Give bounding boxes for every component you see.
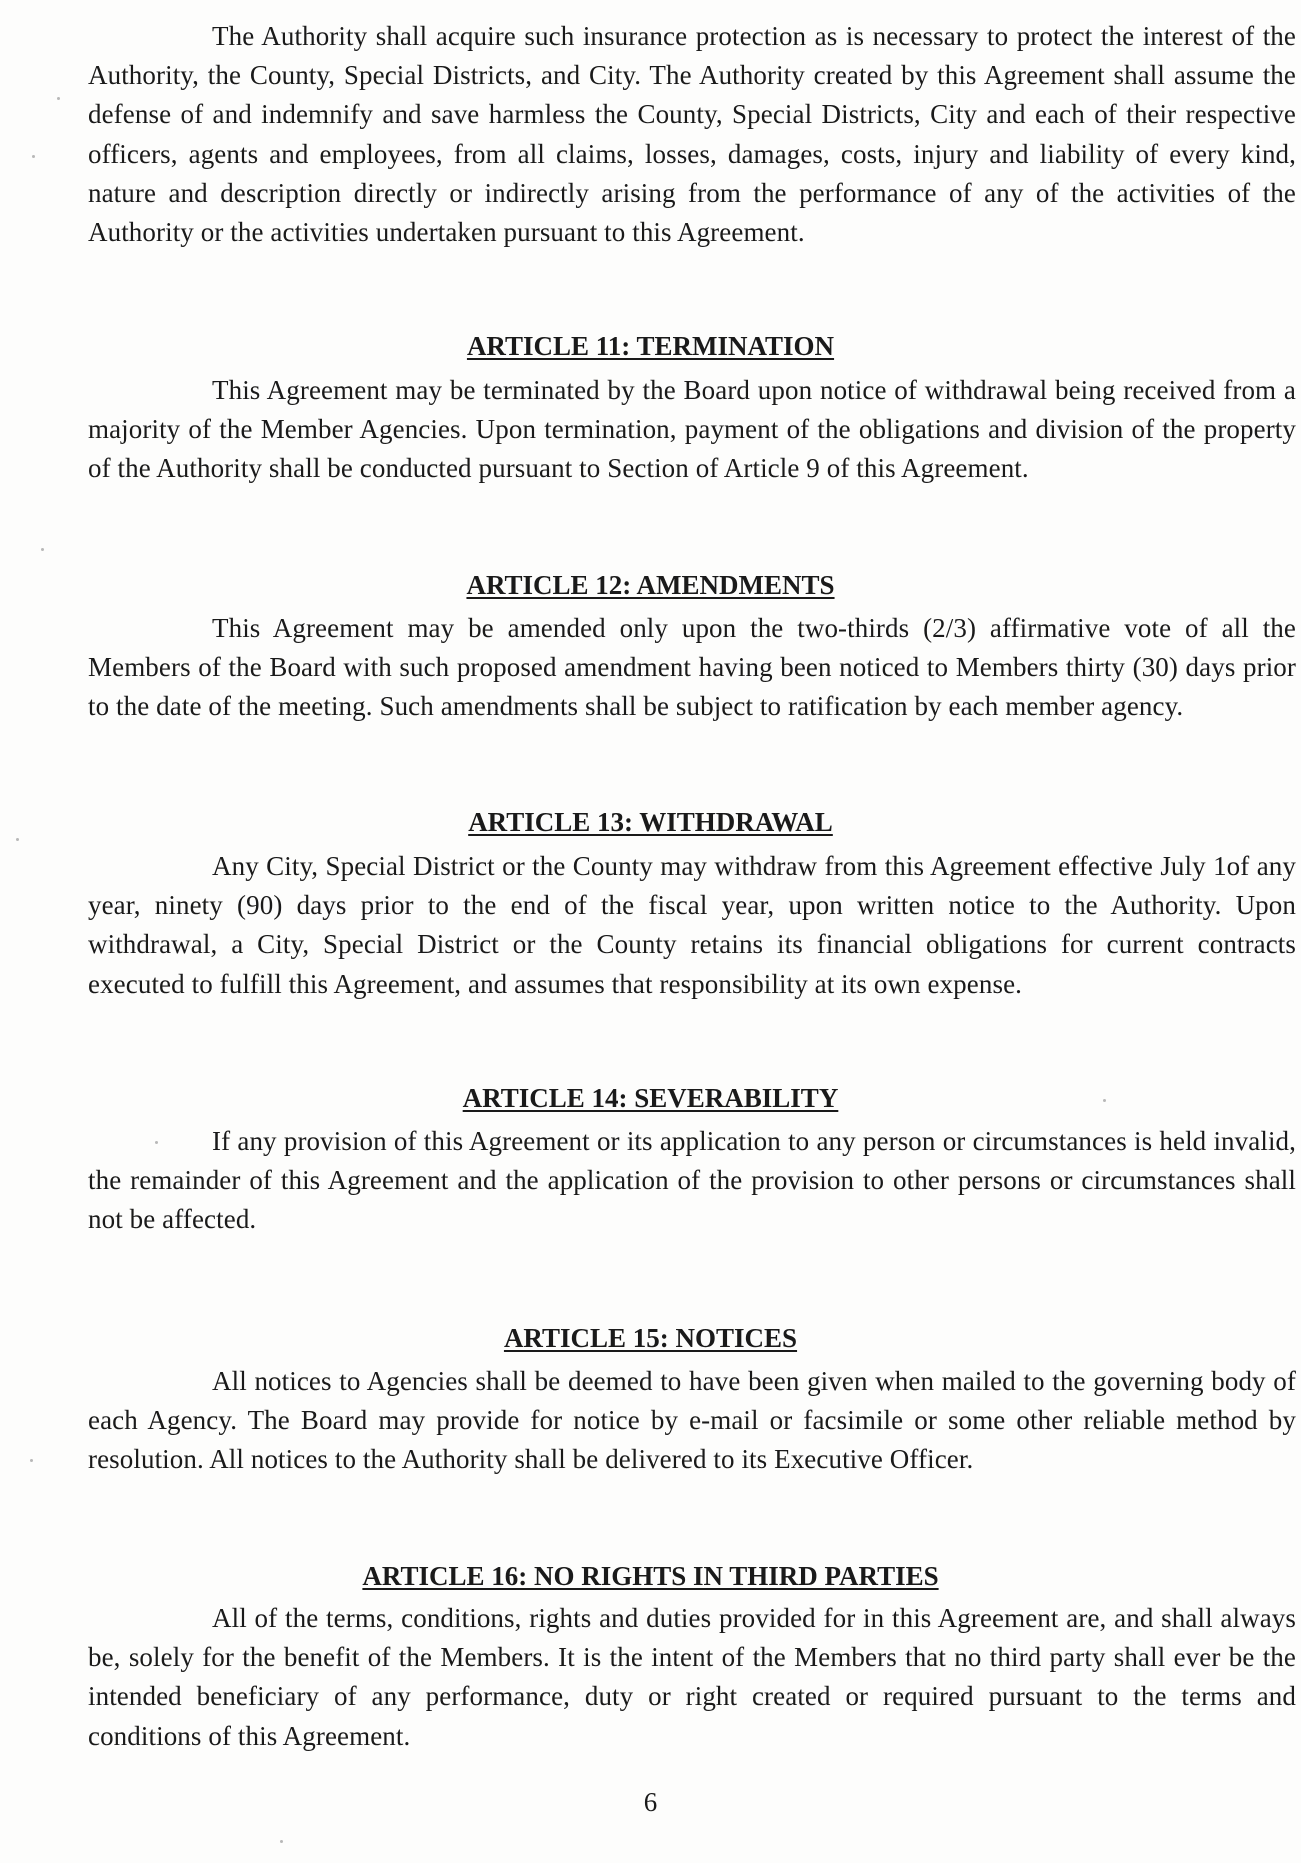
article-16-body-text: All of the terms, conditions, rights and duties provided for in this Agreement are, and shall always be, solely for the benefit of the Members. It is the intent of the Members that no third party shall ever be the intended beneficiary of any performance, duty or right created or required pursuant to the terms and conditions of this Agreement. — [88, 1603, 1296, 1751]
article-11-body — [88, 371, 1296, 489]
article-16-heading — [0, 1559, 1301, 1593]
article-15-body-text: All notices to Agencies shall be deemed to have been given when mailed to the governing body of each Agency. The Board may provide for notice by e-mail or facsimile or some other reliable method by resolution. All notices to the Authority shall be delivered to its Executive Officer. — [88, 1366, 1296, 1475]
article-13-heading — [0, 805, 1301, 839]
article-15-heading — [0, 1321, 1301, 1355]
scan-speck — [30, 1459, 33, 1462]
article-12-heading — [0, 568, 1301, 602]
article-12-body — [88, 609, 1296, 727]
intro-paragraph-text: The Authority shall acquire such insurance protection as is necessary to protect the interest of the Authority, the County, Special Districts, and City. The Authority created by this Agreement shall assume the defense of and indemnify and save harmless the County, Special Districts, City and each of their respective officers, agents and employees, from all claims, losses, damages, costs, injury and liability of every kind, nature and description directly or indirectly arising from the performance of any of the activities of the Authority or the activities undertaken pursuant to this Agreement. — [88, 21, 1296, 248]
article-14-body — [88, 1122, 1296, 1240]
scan-speck — [41, 548, 44, 551]
article-16-heading-text: ARTICLE 16: NO RIGHTS IN THIRD PARTIES — [362, 1561, 939, 1591]
scan-speck — [155, 1141, 158, 1144]
article-16-body — [88, 1599, 1296, 1756]
page-number: 6 — [643, 1787, 658, 1817]
scan-speck — [16, 838, 19, 841]
article-11-body-text: This Agreement may be terminated by the Board upon notice of withdrawal being received from a majority of the Member Agencies. Upon termination, payment of the obligations and division of the property of the Authority shall be conducted pursuant to Section of Article 9 of this Agreement. — [88, 375, 1296, 484]
scan-speck — [32, 155, 35, 158]
article-15-body — [88, 1362, 1296, 1480]
article-14-heading — [0, 1081, 1301, 1115]
article-12-body-text: This Agreement may be amended only upon the two-thirds (2/3) affirmative vote of all the Members of the Board with such proposed amendment having been noticed to Members thirty (30) days prior to the date of the meeting. Such amendments shall be subject to ratification by each member agency. — [88, 613, 1296, 722]
article-11-heading-text: ARTICLE 11: TERMINATION — [466, 331, 835, 361]
article-11-heading — [0, 329, 1301, 363]
article-13-heading-text: ARTICLE 13: WITHDRAWAL — [468, 807, 833, 837]
article-15-heading-text: ARTICLE 15: NOTICES — [503, 1323, 798, 1353]
intro-paragraph — [88, 17, 1296, 252]
scan-speck — [57, 97, 60, 100]
article-14-body-text: If any provision of this Agreement or its application to any person or circumstances is held invalid, the remainder of this Agreement and the application of the provision to other persons or circumstances shall not be affected. — [88, 1126, 1296, 1235]
article-14-heading-text: ARTICLE 14: SEVERABILITY — [462, 1083, 839, 1113]
scan-speck — [280, 1840, 283, 1843]
article-13-body — [88, 847, 1296, 1004]
article-13-body-text: Any City, Special District or the County may withdraw from this Agreement effective July 1of any year, ninety (90) days prior to the end of the fiscal year, upon written notice to the Authority. Upon withdrawal, a City, Special District or the County retains its financial obligations for current contracts executed to fulfill this Agreement, and assumes that responsibility at its own expense. — [88, 851, 1296, 999]
article-12-heading-text: ARTICLE 12: AMENDMENTS — [466, 570, 835, 600]
scan-speck — [1103, 1099, 1106, 1102]
